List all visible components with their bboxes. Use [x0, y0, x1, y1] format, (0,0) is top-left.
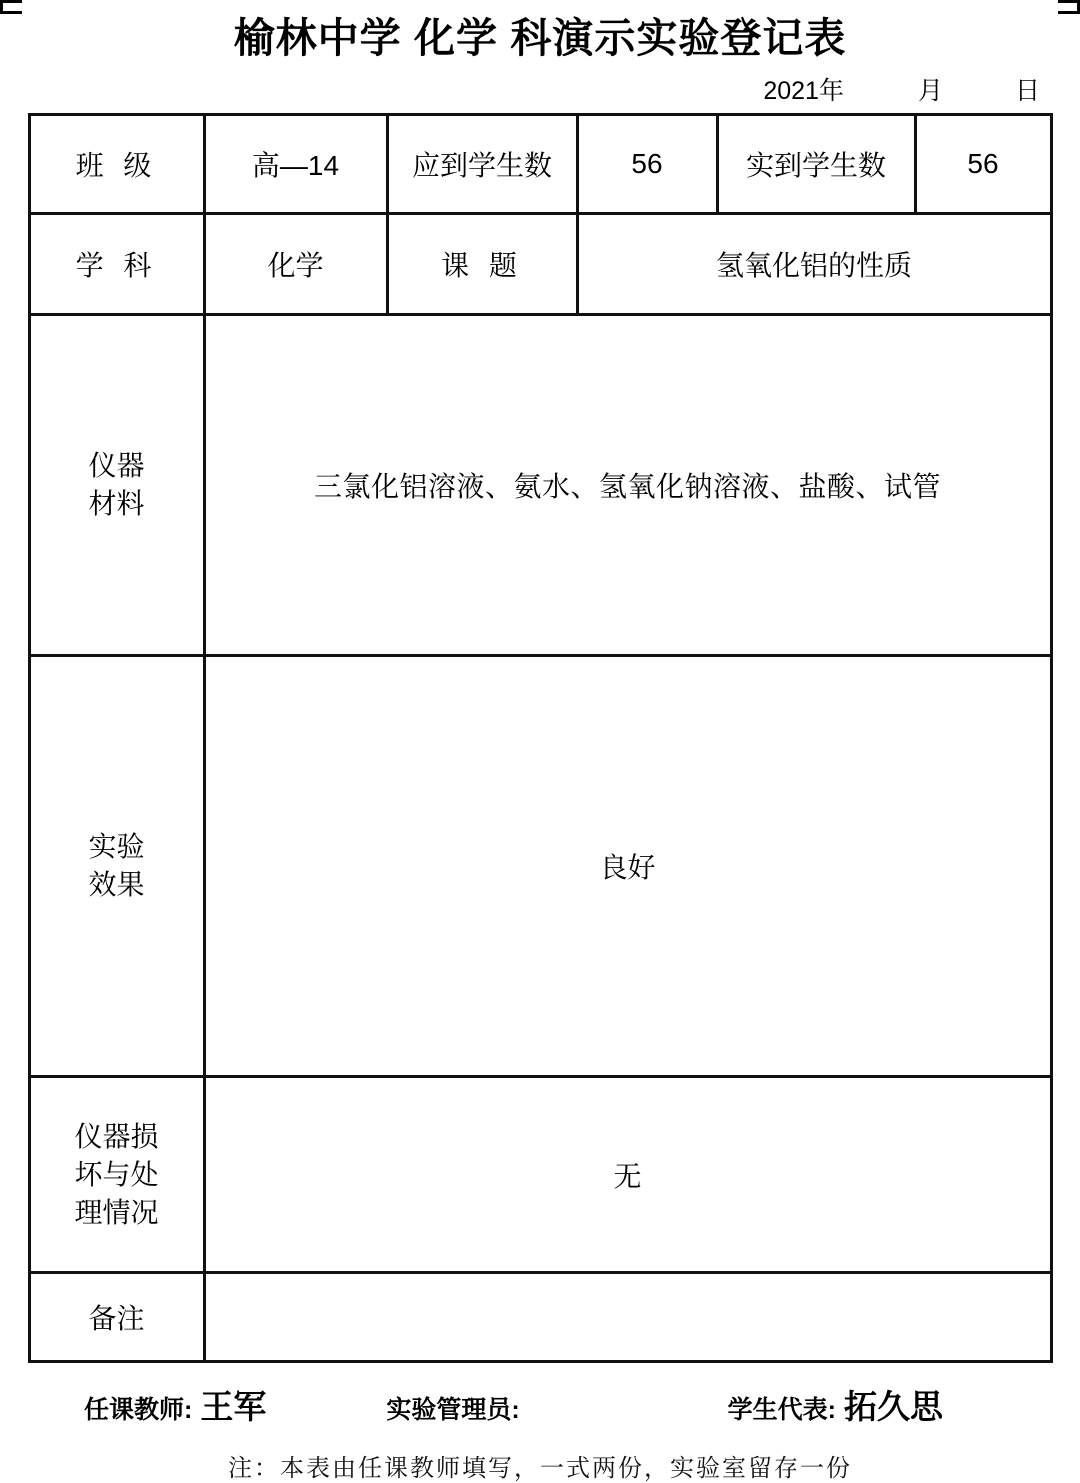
footer-teacher-value: 王军	[200, 1387, 267, 1427]
cell-materials-label	[29, 315, 204, 656]
cell-subject-label: 学 科	[29, 214, 204, 315]
table-row-damage	[29, 1077, 1051, 1273]
cell-remark-label: 备注	[29, 1273, 204, 1362]
footer-teacher-label: 任课教师:	[84, 1396, 193, 1425]
cell-class-label: 班 级	[29, 115, 204, 214]
table-row-subject	[29, 214, 1051, 315]
materials-label-line1: 仪器	[88, 450, 145, 482]
date-line	[0, 63, 1080, 113]
effect-label-line1: 实验	[88, 831, 145, 863]
cell-class-value: 高—14	[204, 115, 387, 214]
cell-damage-label	[29, 1077, 204, 1273]
damage-label-line3: 理情况	[74, 1196, 159, 1228]
cell-expected-label: 应到学生数	[387, 115, 577, 214]
footer-manager-label: 实验管理员:	[386, 1396, 520, 1425]
footer-student	[728, 1381, 943, 1428]
effect-label-line2: 效果	[88, 869, 145, 901]
footer-teacher	[84, 1381, 266, 1428]
form-footer	[0, 1381, 1080, 1428]
date-month: 月	[917, 77, 943, 106]
cell-effect-value: 良好	[204, 656, 1051, 1077]
cell-subject-value: 化学	[204, 214, 387, 315]
materials-label-line2: 材料	[88, 488, 145, 520]
footer-student-value: 拓久思	[843, 1387, 943, 1427]
cell-expected-value: 56	[577, 115, 717, 214]
footer-student-label: 学生代表:	[727, 1396, 836, 1425]
cell-materials-value: 三氯化铝溶液、氨水、氢氧化钠溶液、盐酸、试管	[204, 315, 1051, 656]
footer-manager	[386, 1390, 527, 1426]
table-row-remark	[29, 1273, 1051, 1362]
table-row-materials	[29, 315, 1051, 656]
cell-actual-label: 实到学生数	[717, 115, 915, 214]
table-row-effect	[29, 656, 1051, 1077]
damage-label-line2: 坏与处	[74, 1158, 159, 1190]
cell-actual-value: 56	[915, 115, 1051, 214]
cell-effect-label	[29, 656, 204, 1077]
cell-topic-label: 课 题	[387, 214, 577, 315]
page-title: 榆林中学 化学 科演示实验登记表	[233, 15, 847, 61]
registration-table	[28, 113, 1053, 1363]
date-year: 2021年	[763, 77, 844, 106]
page-corner-mark-right	[1058, 0, 1080, 14]
page-corner-mark-left	[0, 0, 22, 14]
cell-remark-value	[204, 1273, 1051, 1362]
cell-topic-value: 氢氧化铝的性质	[577, 214, 1051, 315]
table-row-class	[29, 115, 1051, 214]
form-footnote: 注：本表由任课教师填写，一式两份，实验室留存一份	[228, 1455, 852, 1483]
damage-label-line1: 仪器损	[74, 1120, 159, 1152]
cell-damage-value: 无	[204, 1077, 1051, 1273]
date-day: 日	[1014, 77, 1040, 106]
